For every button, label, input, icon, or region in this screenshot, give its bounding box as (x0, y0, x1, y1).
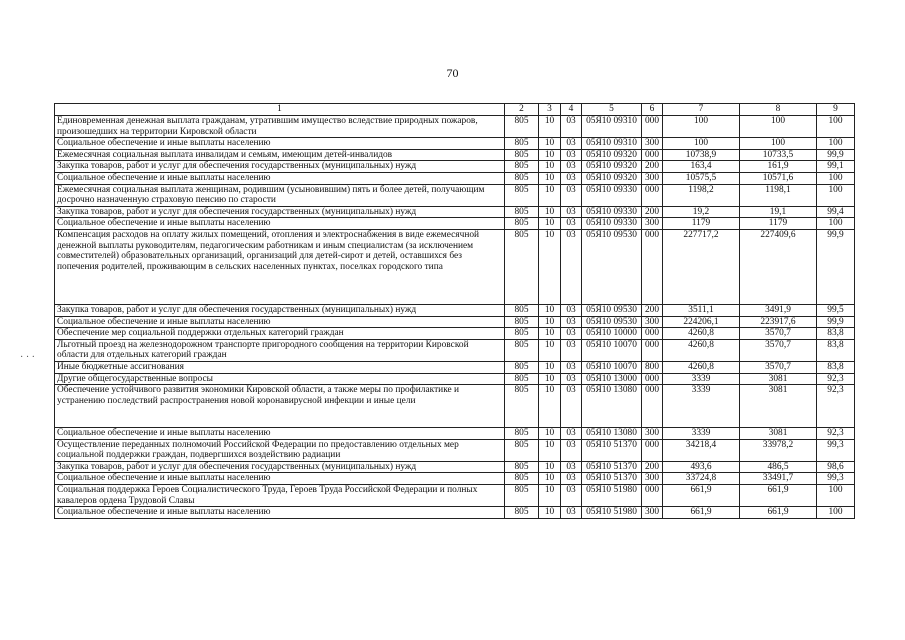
section-cell: 10 (539, 373, 561, 385)
section-cell: 10 (539, 138, 561, 150)
item-name-cell: Единовременная денежная выплата гражданам, утратившим имущество вследствие природных пожаров, произошедших на территории Кировской области (55, 116, 505, 138)
section-cell: 10 (539, 161, 561, 173)
section-cell: 10 (539, 116, 561, 138)
expense-type-cell: 300 (642, 172, 663, 184)
item-name-cell: Социальное обеспечение и иные выплаты населению (55, 316, 505, 328)
subsection-cell: 03 (561, 304, 582, 316)
planned-amount-cell: 4260,8 (663, 339, 740, 361)
actual-amount-cell: 1198,1 (740, 184, 817, 206)
planned-amount-cell: 100 (663, 138, 740, 150)
percent-cell: 83,8 (817, 361, 855, 373)
admin-code-cell: 805 (505, 316, 539, 328)
section-cell: 10 (539, 385, 561, 428)
target-article-cell: 05Я10 09330 (582, 218, 642, 230)
subsection-cell: 03 (561, 361, 582, 373)
planned-amount-cell: 163,4 (663, 161, 740, 173)
percent-cell: 92,3 (817, 385, 855, 428)
subsection-cell: 03 (561, 206, 582, 218)
admin-code-cell: 805 (505, 172, 539, 184)
column-header-8: 8 (740, 104, 817, 116)
planned-amount-cell: 3511,1 (663, 304, 740, 316)
target-article-cell: 05Я10 09530 (582, 304, 642, 316)
expense-type-cell: 000 (642, 373, 663, 385)
target-article-cell: 05Я10 51980 (582, 485, 642, 507)
section-cell: 10 (539, 485, 561, 507)
item-name-cell: Социальная поддержка Героев Социалистического Труда, Героев Труда Российской Федерации и полных кавалеров ордена Трудовой Славы (55, 485, 505, 507)
table-row (55, 361, 855, 373)
planned-amount-cell: 4260,8 (663, 328, 740, 340)
subsection-cell: 03 (561, 473, 582, 485)
planned-amount-cell: 1179 (663, 218, 740, 230)
admin-code-cell: 805 (505, 149, 539, 161)
section-cell: 10 (539, 428, 561, 440)
item-name-cell: Ежемесячная социальная выплата инвалидам и семьям, имеющим детей-инвалидов (55, 149, 505, 161)
item-name-cell: Другие общегосударственные вопросы (55, 373, 505, 385)
planned-amount-cell: 661,9 (663, 485, 740, 507)
column-header-1: 1 (55, 104, 505, 116)
column-header-6: 6 (642, 104, 663, 116)
percent-cell: 99,9 (817, 316, 855, 328)
section-cell: 10 (539, 473, 561, 485)
column-header-2: 2 (505, 104, 539, 116)
item-name-cell: Обеспечение мер социальной поддержки отдельных категорий граждан (55, 328, 505, 340)
item-name-cell: Социальное обеспечение и иные выплаты населению (55, 473, 505, 485)
admin-code-cell: 805 (505, 184, 539, 206)
item-name-cell: Социальное обеспечение и иные выплаты населению (55, 507, 505, 519)
table-row (55, 206, 855, 218)
percent-cell: 99,5 (817, 304, 855, 316)
admin-code-cell: 805 (505, 373, 539, 385)
actual-amount-cell: 223917,6 (740, 316, 817, 328)
item-name-cell: Ежемесячная социальная выплата женщинам, родившим (усыновившим) пять и более детей, получающим досрочно назначенную страховую пенсию по старости (55, 184, 505, 206)
section-cell: 10 (539, 339, 561, 361)
planned-amount-cell: 3339 (663, 373, 740, 385)
planned-amount-cell: 224206,1 (663, 316, 740, 328)
target-article-cell: 05Я10 13080 (582, 428, 642, 440)
planned-amount-cell: 34218,4 (663, 439, 740, 461)
column-header-7: 7 (663, 104, 740, 116)
actual-amount-cell: 3081 (740, 373, 817, 385)
section-cell: 10 (539, 149, 561, 161)
table-row (55, 116, 855, 138)
subsection-cell: 03 (561, 116, 582, 138)
percent-cell: 99,3 (817, 439, 855, 461)
subsection-cell: 03 (561, 138, 582, 150)
item-name-cell: Льготный проезд на железнодорожном транспорте пригородного сообщения на территории Кировской области для отдельных категорий граждан (55, 339, 505, 361)
percent-cell: 100 (817, 172, 855, 184)
admin-code-cell: 805 (505, 138, 539, 150)
actual-amount-cell: 3491,9 (740, 304, 817, 316)
column-header-5: 5 (582, 104, 642, 116)
planned-amount-cell: 33724,8 (663, 473, 740, 485)
admin-code-cell: 805 (505, 485, 539, 507)
subsection-cell: 03 (561, 149, 582, 161)
percent-cell: 100 (817, 184, 855, 206)
table-row (55, 339, 855, 361)
actual-amount-cell: 100 (740, 138, 817, 150)
target-article-cell: 05Я10 51370 (582, 439, 642, 461)
item-name-cell: Обеспечение устойчивого развития экономики Кировской области, а также меры по профилактике и устранению последствий распространения новой коронавирусной инфекции и иные цели (55, 385, 505, 428)
subsection-cell: 03 (561, 229, 582, 304)
subsection-cell: 03 (561, 328, 582, 340)
actual-amount-cell: 3570,7 (740, 339, 817, 361)
table-row (55, 172, 855, 184)
subsection-cell: 03 (561, 507, 582, 519)
section-cell: 10 (539, 229, 561, 304)
table-row (55, 138, 855, 150)
expense-type-cell: 300 (642, 218, 663, 230)
target-article-cell: 05Я10 09320 (582, 161, 642, 173)
target-article-cell: 05Я10 09320 (582, 149, 642, 161)
section-cell: 10 (539, 172, 561, 184)
budget-table (54, 103, 855, 519)
admin-code-cell: 805 (505, 304, 539, 316)
table-row (55, 428, 855, 440)
expense-type-cell: 000 (642, 485, 663, 507)
subsection-cell: 03 (561, 161, 582, 173)
target-article-cell: 05Я10 09320 (582, 172, 642, 184)
planned-amount-cell: 1198,2 (663, 184, 740, 206)
item-name-cell: Закупка товаров, работ и услуг для обеспечения государственных (муниципальных) нужд (55, 206, 505, 218)
item-name-cell: Закупка товаров, работ и услуг для обеспечения государственных (муниципальных) нужд (55, 461, 505, 473)
item-name-cell: Социальное обеспечение и иные выплаты населению (55, 172, 505, 184)
planned-amount-cell: 493,6 (663, 461, 740, 473)
actual-amount-cell: 3081 (740, 428, 817, 440)
expense-type-cell: 200 (642, 206, 663, 218)
subsection-cell: 03 (561, 439, 582, 461)
target-article-cell: 05Я10 10070 (582, 339, 642, 361)
column-header-9: 9 (817, 104, 855, 116)
scan-artifact: · · · (20, 352, 35, 363)
expense-type-cell: 000 (642, 439, 663, 461)
item-name-cell: Социальное обеспечение и иные выплаты населению (55, 138, 505, 150)
expense-type-cell: 000 (642, 339, 663, 361)
actual-amount-cell: 10733,5 (740, 149, 817, 161)
actual-amount-cell: 227409,6 (740, 229, 817, 304)
expense-type-cell: 300 (642, 507, 663, 519)
subsection-cell: 03 (561, 218, 582, 230)
admin-code-cell: 805 (505, 428, 539, 440)
percent-cell: 100 (817, 138, 855, 150)
admin-code-cell: 805 (505, 439, 539, 461)
planned-amount-cell: 10575,5 (663, 172, 740, 184)
subsection-cell: 03 (561, 485, 582, 507)
subsection-cell: 03 (561, 184, 582, 206)
admin-code-cell: 805 (505, 229, 539, 304)
percent-cell: 100 (817, 116, 855, 138)
subsection-cell: 03 (561, 428, 582, 440)
expense-type-cell: 300 (642, 138, 663, 150)
item-name-cell: Компенсация расходов на оплату жилых помещений, отопления и электроснабжения в виде ежемесячной денежной выплаты руководителям, педагогическим работникам и иным специалистам (за исключением совместителей) образовательных организаций, организаций для детей-сирот и детей, оставшихся без попечения родителей, проживающим в сельских населенных пунктах, поселках городского типа (55, 229, 505, 304)
admin-code-cell: 805 (505, 385, 539, 428)
table-row (55, 316, 855, 328)
expense-type-cell: 200 (642, 161, 663, 173)
subsection-cell: 03 (561, 172, 582, 184)
target-article-cell: 05Я10 09310 (582, 116, 642, 138)
actual-amount-cell: 486,5 (740, 461, 817, 473)
admin-code-cell: 805 (505, 328, 539, 340)
target-article-cell: 05Я10 09310 (582, 138, 642, 150)
percent-cell: 100 (817, 485, 855, 507)
admin-code-cell: 805 (505, 206, 539, 218)
table-row (55, 461, 855, 473)
table-row (55, 328, 855, 340)
planned-amount-cell: 100 (663, 116, 740, 138)
actual-amount-cell: 3081 (740, 385, 817, 428)
item-name-cell: Закупка товаров, работ и услуг для обеспечения государственных (муниципальных) нужд (55, 161, 505, 173)
subsection-cell: 03 (561, 385, 582, 428)
planned-amount-cell: 19,2 (663, 206, 740, 218)
table-body (55, 116, 855, 519)
expense-type-cell: 300 (642, 428, 663, 440)
actual-amount-cell: 33491,7 (740, 473, 817, 485)
actual-amount-cell: 3570,7 (740, 328, 817, 340)
planned-amount-cell: 3339 (663, 385, 740, 428)
table-row (55, 473, 855, 485)
table-row (55, 184, 855, 206)
admin-code-cell: 805 (505, 161, 539, 173)
table-row (55, 161, 855, 173)
section-cell: 10 (539, 361, 561, 373)
planned-amount-cell: 10738,9 (663, 149, 740, 161)
table-row (55, 373, 855, 385)
subsection-cell: 03 (561, 461, 582, 473)
target-article-cell: 05Я10 51980 (582, 507, 642, 519)
target-article-cell: 05Я10 10070 (582, 361, 642, 373)
actual-amount-cell: 33978,2 (740, 439, 817, 461)
percent-cell: 98,6 (817, 461, 855, 473)
section-cell: 10 (539, 461, 561, 473)
section-cell: 10 (539, 328, 561, 340)
subsection-cell: 03 (561, 339, 582, 361)
target-article-cell: 05Я10 09530 (582, 316, 642, 328)
percent-cell: 92,3 (817, 428, 855, 440)
item-name-cell: Закупка товаров, работ и услуг для обеспечения государственных (муниципальных) нужд (55, 304, 505, 316)
table-row (55, 229, 855, 304)
planned-amount-cell: 4260,8 (663, 361, 740, 373)
actual-amount-cell: 161,9 (740, 161, 817, 173)
planned-amount-cell: 3339 (663, 428, 740, 440)
expense-type-cell: 200 (642, 461, 663, 473)
percent-cell: 99,9 (817, 149, 855, 161)
expense-type-cell: 300 (642, 316, 663, 328)
table-row (55, 507, 855, 519)
actual-amount-cell: 19,1 (740, 206, 817, 218)
expense-type-cell: 000 (642, 385, 663, 428)
table-row (55, 304, 855, 316)
expense-type-cell: 800 (642, 361, 663, 373)
expense-type-cell: 000 (642, 229, 663, 304)
expense-type-cell: 000 (642, 149, 663, 161)
section-cell: 10 (539, 206, 561, 218)
target-article-cell: 05Я10 09330 (582, 206, 642, 218)
admin-code-cell: 805 (505, 507, 539, 519)
target-article-cell: 05Я10 13000 (582, 373, 642, 385)
section-cell: 10 (539, 218, 561, 230)
item-name-cell: Социальное обеспечение и иные выплаты населению (55, 428, 505, 440)
target-article-cell: 05Я10 51370 (582, 461, 642, 473)
subsection-cell: 03 (561, 373, 582, 385)
percent-cell: 99,9 (817, 229, 855, 304)
table-row (55, 218, 855, 230)
item-name-cell: Иные бюджетные ассигнования (55, 361, 505, 373)
column-header-3: 3 (539, 104, 561, 116)
target-article-cell: 05Я10 51370 (582, 473, 642, 485)
page-number: 70 (446, 66, 459, 80)
table-row (55, 385, 855, 428)
admin-code-cell: 805 (505, 461, 539, 473)
actual-amount-cell: 100 (740, 116, 817, 138)
actual-amount-cell: 661,9 (740, 485, 817, 507)
target-article-cell: 05Я10 10000 (582, 328, 642, 340)
percent-cell: 99,1 (817, 161, 855, 173)
percent-cell: 83,8 (817, 328, 855, 340)
section-cell: 10 (539, 439, 561, 461)
section-cell: 10 (539, 316, 561, 328)
admin-code-cell: 805 (505, 218, 539, 230)
actual-amount-cell: 1179 (740, 218, 817, 230)
expense-type-cell: 300 (642, 473, 663, 485)
percent-cell: 99,4 (817, 206, 855, 218)
target-article-cell: 05Я10 13080 (582, 385, 642, 428)
table-row (55, 485, 855, 507)
target-article-cell: 05Я10 09330 (582, 184, 642, 206)
expense-type-cell: 200 (642, 304, 663, 316)
admin-code-cell: 805 (505, 361, 539, 373)
admin-code-cell: 805 (505, 116, 539, 138)
target-article-cell: 05Я10 09530 (582, 229, 642, 304)
expense-type-cell: 000 (642, 328, 663, 340)
actual-amount-cell: 10571,6 (740, 172, 817, 184)
percent-cell: 92,3 (817, 373, 855, 385)
header-row (55, 104, 855, 116)
percent-cell: 83,8 (817, 339, 855, 361)
column-header-4: 4 (561, 104, 582, 116)
percent-cell: 100 (817, 507, 855, 519)
table-row (55, 149, 855, 161)
section-cell: 10 (539, 184, 561, 206)
percent-cell: 99,3 (817, 473, 855, 485)
planned-amount-cell: 227717,2 (663, 229, 740, 304)
section-cell: 10 (539, 304, 561, 316)
subsection-cell: 03 (561, 316, 582, 328)
section-cell: 10 (539, 507, 561, 519)
expense-type-cell: 000 (642, 184, 663, 206)
table-row (55, 439, 855, 461)
actual-amount-cell: 3570,7 (740, 361, 817, 373)
expense-type-cell: 000 (642, 116, 663, 138)
percent-cell: 100 (817, 218, 855, 230)
admin-code-cell: 805 (505, 473, 539, 485)
admin-code-cell: 805 (505, 339, 539, 361)
item-name-cell: Социальное обеспечение и иные выплаты населению (55, 218, 505, 230)
actual-amount-cell: 661,9 (740, 507, 817, 519)
item-name-cell: Осуществление переданных полномочий Российской Федерации по предоставлению отдельных мер социальной поддержки граждан, подвергшихся воздействию радиации (55, 439, 505, 461)
planned-amount-cell: 661,9 (663, 507, 740, 519)
